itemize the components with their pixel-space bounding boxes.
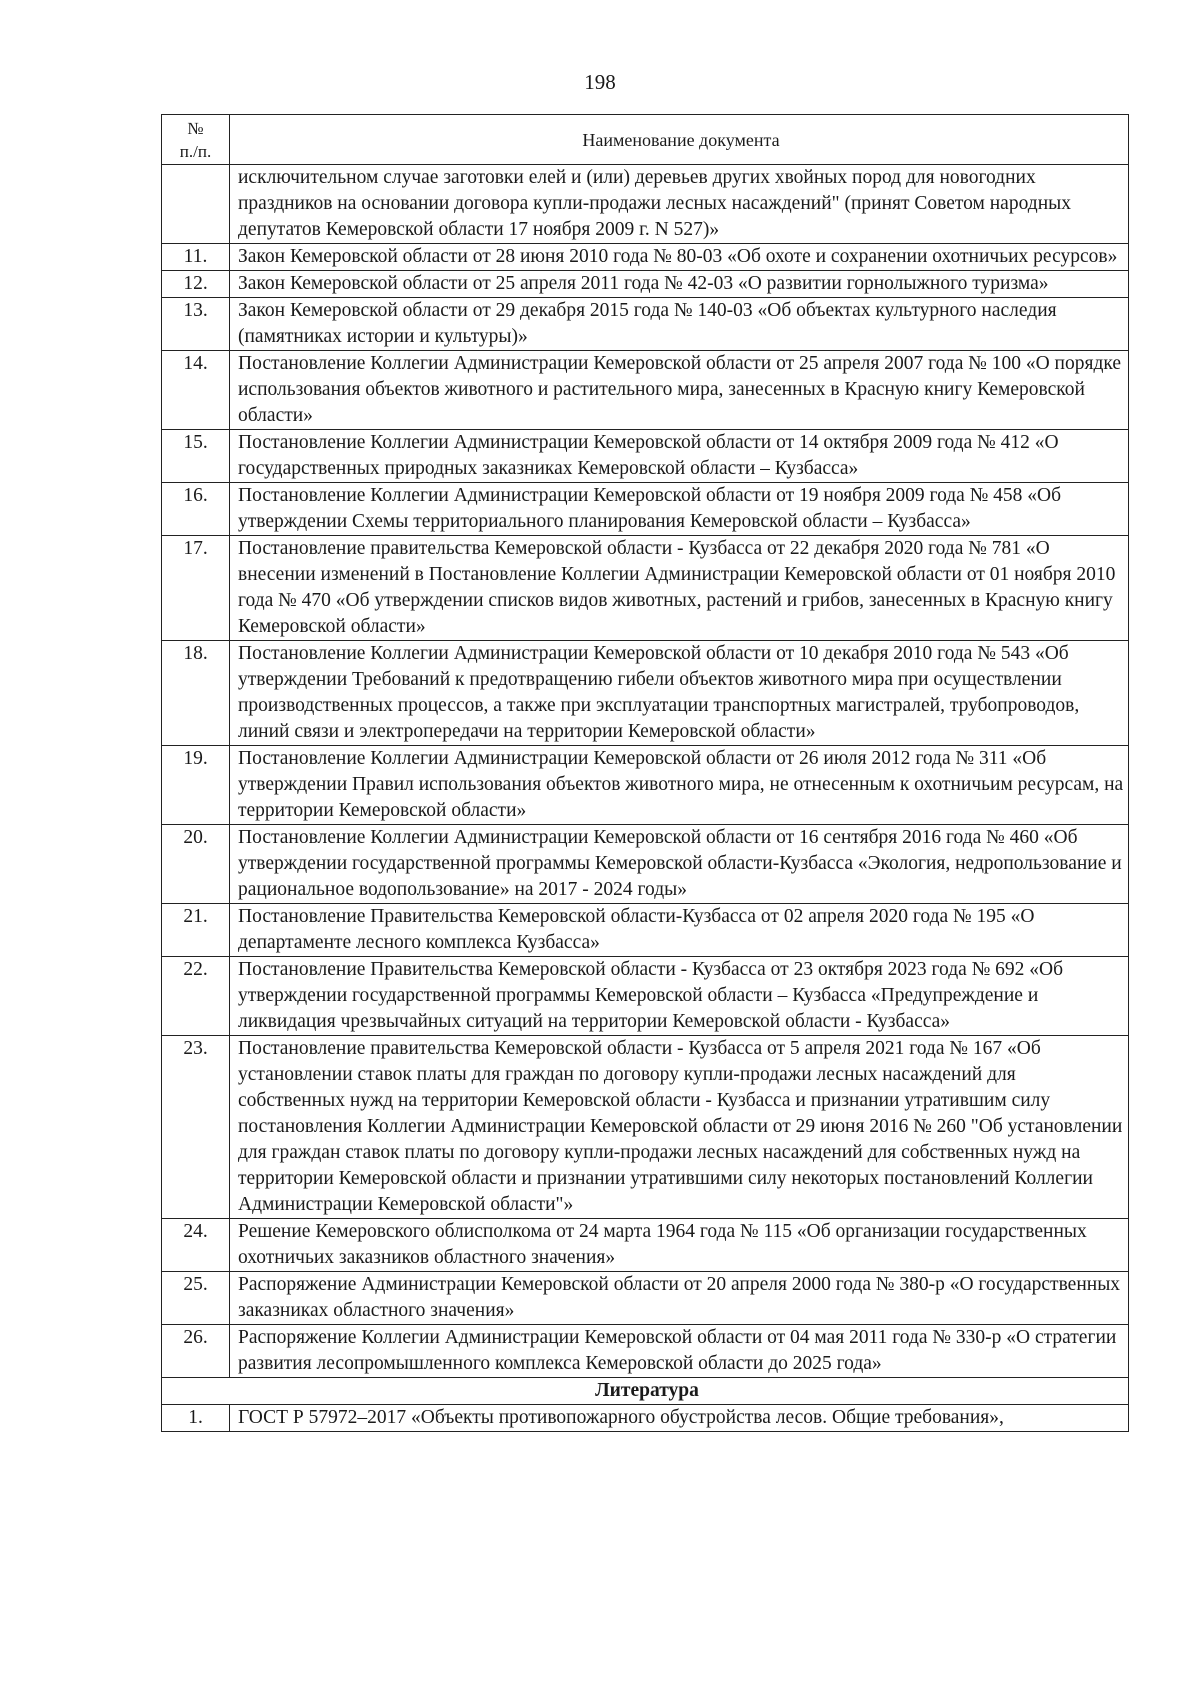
table-row	[162, 271, 1129, 298]
row-number: 1.	[162, 1405, 230, 1432]
row-number: 13.	[162, 298, 230, 351]
table-row	[162, 244, 1129, 271]
row-document-text: Распоряжение Администрации Кемеровской области от 20 апреля 2000 года № 380-р «О государственных заказниках областного значения»	[230, 1272, 1129, 1325]
row-number: 24.	[162, 1219, 230, 1272]
row-number: 11.	[162, 244, 230, 271]
row-document-text: Закон Кемеровской области от 29 декабря 2015 года № 140-03 «Об объектах культурного наследия (памятниках истории и культуры)»	[230, 298, 1129, 351]
documents-body	[162, 165, 1129, 1378]
table-row	[162, 298, 1129, 351]
table-row	[162, 1219, 1129, 1272]
header-number	[162, 115, 230, 165]
table-row	[162, 641, 1129, 746]
table-row	[162, 483, 1129, 536]
table-row	[162, 351, 1129, 430]
row-document-text: Закон Кемеровской области от 25 апреля 2011 года № 42-03 «О развитии горнолыжного туризма»	[230, 271, 1129, 298]
table-row	[162, 536, 1129, 641]
table-row	[162, 430, 1129, 483]
page-number: 198	[584, 70, 616, 94]
table-row	[162, 825, 1129, 904]
row-document-text: Решение Кемеровского облисполкома от 24 марта 1964 года № 115 «Об организации государственных охотничьих заказников областного значения»	[230, 1219, 1129, 1272]
section-title: Литература	[162, 1378, 1129, 1405]
literature-section	[162, 1378, 1129, 1405]
row-number: 15.	[162, 430, 230, 483]
row-document-text: Постановление Коллегии Администрации Кемеровской области от 16 сентября 2016 года № 460 «Об утверждении государственной программы Кемеровской области-Кузбасса «Экология, недропользование и рациональное водопользование» на 2017 - 2024 годы»	[230, 825, 1129, 904]
row-document-text: Закон Кемеровской области от 28 июня 2010 года № 80-03 «Об охоте и сохранении охотничьих ресурсов»	[230, 244, 1129, 271]
row-document-text: ГОСТ Р 57972–2017 «Объекты противопожарного обустройства лесов. Общие требования»,	[230, 1405, 1129, 1432]
row-number: 21.	[162, 904, 230, 957]
header-document-name: Наименование документа	[230, 115, 1129, 165]
row-number: 18.	[162, 641, 230, 746]
row-document-text: Постановление правительства Кемеровской области - Кузбасса от 22 декабря 2020 года № 781 «О внесении изменений в Постановление Коллегии Администрации Кемеровской области от 01 ноября 2010 года № 470 «Об утверждении списков видов животных, растений и грибов, занесенных в Красную книгу Кемеровской области»	[230, 536, 1129, 641]
row-number: 20.	[162, 825, 230, 904]
row-number	[162, 165, 230, 244]
table-header-row	[162, 115, 1129, 165]
section-row	[162, 1378, 1129, 1405]
row-number: 14.	[162, 351, 230, 430]
row-document-text: Постановление Коллегии Администрации Кемеровской области от 26 июля 2012 года № 311 «Об утверждении Правил использования объектов животного мира, не отнесенным к охотничьим ресурсам, на территории Кемеровской области»	[230, 746, 1129, 825]
row-document-text: Распоряжение Коллегии Администрации Кемеровской области от 04 мая 2011 года № 330-р «О стратегии развития лесопромышленного комплекса Кемеровской области до 2025 года»	[230, 1325, 1129, 1378]
row-document-text: Постановление Правительства Кемеровской области - Кузбасса от 23 октября 2023 года № 692 «Об утверждении государственной программы Кемеровской области – Кузбасса «Предупреждение и ликвидация чрезвычайных ситуаций на территории Кемеровской области - Кузбасса»	[230, 957, 1129, 1036]
table-row	[162, 1405, 1129, 1432]
row-number: 12.	[162, 271, 230, 298]
row-number: 16.	[162, 483, 230, 536]
table-row	[162, 904, 1129, 957]
row-document-text: Постановление Коллегии Администрации Кемеровской области от 14 октября 2009 года № 412 «О государственных природных заказниках Кемеровской области – Кузбасса»	[230, 430, 1129, 483]
table-row	[162, 746, 1129, 825]
row-number: 26.	[162, 1325, 230, 1378]
table-row	[162, 165, 1129, 244]
header-number-sign: №	[187, 119, 204, 138]
row-document-text: Постановление правительства Кемеровской области - Кузбасса от 5 апреля 2021 года № 167 «Об установлении ставок платы для граждан по договору купли-продажи лесных насаждений для собственных нужд на территории Кемеровской области - Кузбасса и признании утратившим силу постановления Коллегии Администрации Кемеровской области от 29 июня 2016 № 260 "Об установлении для граждан ставок платы по договору купли-продажи лесных насаждений для собственных нужд на территории Кемеровской области и признании утратившими силу некоторых постановлений Коллегии Администрации Кемеровской области"»	[230, 1036, 1129, 1219]
row-document-text: Постановление Коллегии Администрации Кемеровской области от 10 декабря 2010 года № 543 «Об утверждении Требований к предотвращению гибели объектов животного мира при осуществлении производственных процессов, а также при эксплуатации транспортных магистралей, трубопроводов, линий связи и электропередачи на территории Кемеровской области»	[230, 641, 1129, 746]
row-number: 23.	[162, 1036, 230, 1219]
header-number-abbr: п./п.	[179, 142, 212, 161]
table-row	[162, 1036, 1129, 1219]
literature-body	[162, 1405, 1129, 1432]
row-document-text: Постановление Коллегии Администрации Кемеровской области от 19 ноября 2009 года № 458 «Об утверждении Схемы территориального планирования Кемеровской области – Кузбасса»	[230, 483, 1129, 536]
table-row	[162, 1272, 1129, 1325]
row-number: 25.	[162, 1272, 230, 1325]
row-document-text: Постановление Коллегии Администрации Кемеровской области от 25 апреля 2007 года № 100 «О порядке использования объектов животного и растительного мира, занесенных в Красную книгу Кемеровской области»	[230, 351, 1129, 430]
row-number: 22.	[162, 957, 230, 1036]
row-document-text: исключительном случае заготовки елей и (или) деревьев других хвойных пород для новогодних праздников на основании договора купли-продажи лесных насаждений" (принят Советом народных депутатов Кемеровской области 17 ноября 2009 г. N 527)»	[230, 165, 1129, 244]
table-row	[162, 1325, 1129, 1378]
row-number: 17.	[162, 536, 230, 641]
documents-table	[161, 114, 1129, 1432]
row-number: 19.	[162, 746, 230, 825]
table-row	[162, 957, 1129, 1036]
row-document-text: Постановление Правительства Кемеровской области-Кузбасса от 02 апреля 2020 года № 195 «О департаменте лесного комплекса Кузбасса»	[230, 904, 1129, 957]
